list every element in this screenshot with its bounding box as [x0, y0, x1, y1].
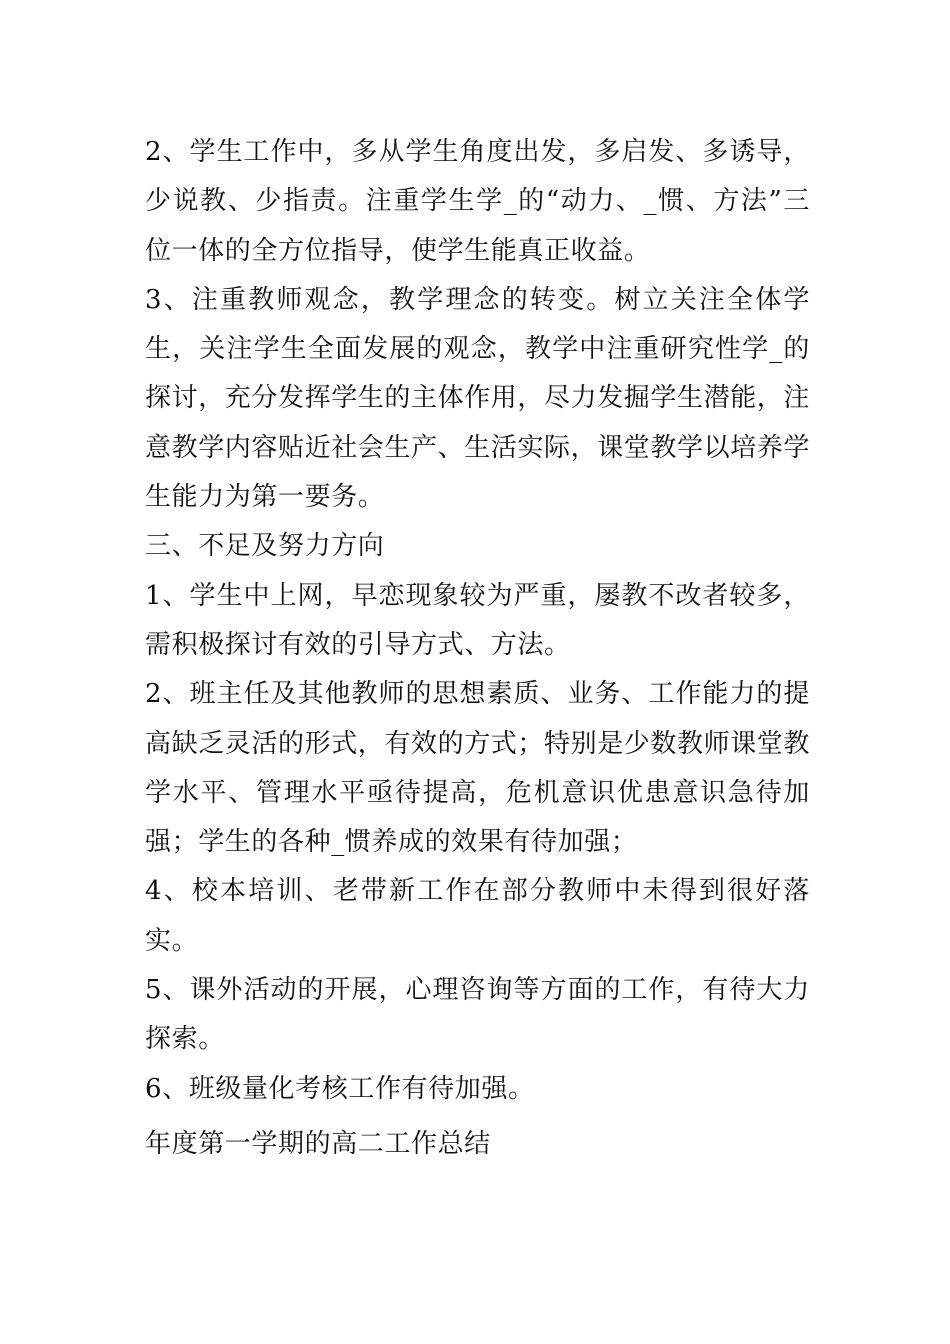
- paragraph-teacher-concepts: 3、注重教师观念，教学理念的转变。树立关注全体学生，关注学生全面发展的观念，教学中注重研究性学_的探讨，充分发挥学生的主体作用，尽力发掘学生潜能，注意教学内容贴近社会生产、生活实际，课堂教学以培养学生能力为第一要务。: [145, 284, 811, 513]
- paragraph-internet-issues: 1、学生中上网，早恋现象较为严重，屡教不改者较多，需积极探讨有效的引导方式、方法。: [145, 580, 810, 660]
- paragraph-extracurricular: 5、课外活动的开展，心理咨询等方面的工作，有待大力探索。: [145, 975, 810, 1055]
- paragraph-teacher-quality: 2、班主任及其他教师的思想素质、业务、工作能力的提高缺乏灵活的形式，有效的方式；特别是少数教师课堂教学水平、管理水平亟待提高，危机意识优患意识急待加强；学生的各种_惯养成的效果有待加强；: [145, 679, 811, 858]
- document-title: 年度第一学期的高二工作总结: [145, 1129, 491, 1159]
- paragraph-student-work: 2、学生工作中，多从学生角度出发，多启发、多诱导，少说教、少指责。注重学生学_的“动力、_惯、方法”三位一体的全方位指导，使学生能真正收益。: [145, 137, 810, 266]
- paragraph-school-training: 4、校本培训、老带新工作在部分教师中未得到很好落实。: [145, 876, 810, 956]
- section-heading-shortcomings: 三、不足及努力方向: [145, 531, 385, 562]
- document-body: [145, 128, 810, 1114]
- paragraph-class-assessment: 6、班级量化考核工作有待加强。: [145, 1073, 535, 1104]
